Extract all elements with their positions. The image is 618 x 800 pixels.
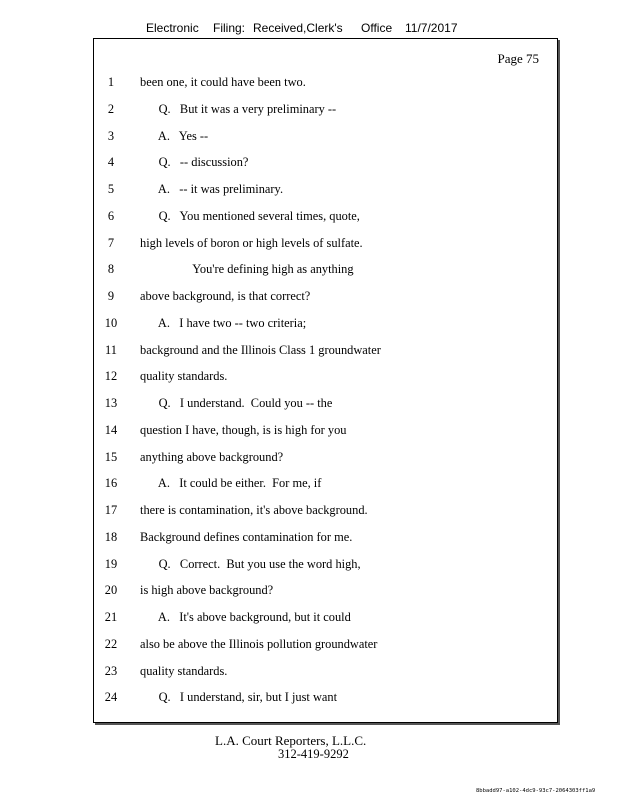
transcript-page: [93, 38, 558, 723]
line-text: A. It could be either. For me, if: [140, 476, 322, 491]
line-number: 9: [107, 289, 115, 303]
transcript-line: [94, 690, 554, 708]
footer-phone: 312-419-9292: [278, 747, 349, 761]
transcript-line: [94, 476, 554, 494]
line-number: 11: [105, 342, 117, 357]
transcript-line: [94, 369, 554, 387]
line-text: Q. -- discussion?: [140, 155, 249, 170]
header-office: Office: [361, 21, 393, 35]
line-text: Q. Correct. But you use the word high,: [140, 556, 361, 571]
line-number: 1: [107, 75, 115, 89]
line-text: Q. But it was a very preliminary --: [140, 101, 337, 116]
transcript-line: [94, 182, 554, 200]
transcript-line: [94, 102, 554, 120]
transcript-line: [94, 262, 554, 280]
line-text: also be above the Illinois pollution groundwater: [140, 636, 378, 651]
transcript-line: [94, 289, 554, 307]
line-number: 7: [107, 235, 115, 250]
line-number: 14: [104, 422, 118, 437]
line-text: high levels of boron or high levels of sulfate.: [140, 235, 363, 250]
header-filing: Filing:: [213, 21, 246, 35]
line-number: 19: [104, 556, 118, 571]
line-number: 2: [107, 101, 115, 116]
transcript-line: [94, 75, 554, 93]
header-electronic: Electronic: [146, 21, 199, 35]
transcript-line: [94, 664, 554, 682]
line-text: A. I have two -- two criteria;: [140, 315, 307, 330]
transcript-line: [94, 583, 554, 601]
line-text: Q. You mentioned several times, quote,: [140, 208, 360, 223]
line-number: 24: [104, 690, 118, 705]
line-text: Q. I understand. Could you -- the: [140, 396, 333, 410]
line-text: is high above background?: [140, 583, 274, 598]
line-number: 18: [104, 529, 118, 544]
transcript-line: [94, 343, 554, 361]
line-number: 23: [104, 663, 118, 678]
line-text: A. Yes --: [140, 128, 209, 143]
transcript-line: [94, 236, 554, 254]
header-received: Received,Clerk's: [253, 21, 343, 35]
line-number: 3: [107, 128, 115, 143]
header-date: 11/7/2017: [405, 21, 458, 35]
line-text: above background, is that correct?: [140, 289, 311, 303]
line-number: 10: [104, 315, 118, 330]
line-text: quality standards.: [140, 369, 228, 384]
transcript-line: [94, 557, 554, 575]
line-number: 4: [107, 155, 115, 170]
filing-header: [0, 21, 618, 37]
line-text: background and the Illinois Class 1 groundwater: [140, 342, 381, 357]
line-number: 22: [104, 636, 118, 651]
line-number: 15: [104, 449, 118, 464]
line-text: anything above background?: [140, 449, 284, 464]
transcript-line: [94, 316, 554, 334]
line-text: A. -- it was preliminary.: [140, 182, 284, 196]
document-id: 8bbadd97-a102-4dc9-93c7-2064303ff1a9: [476, 788, 596, 794]
line-number: 8: [107, 262, 115, 277]
line-number: 17: [104, 503, 118, 517]
line-number: 12: [104, 369, 118, 384]
line-number: 13: [104, 396, 118, 410]
transcript-line: [94, 450, 554, 468]
line-text: quality standards.: [140, 663, 228, 678]
line-number: 20: [104, 583, 118, 598]
line-text: Background defines contamination for me.: [140, 529, 353, 544]
transcript-line: [94, 503, 554, 521]
line-text: Q. I understand, sir, but I just want: [140, 690, 338, 705]
line-number: 5: [107, 182, 115, 196]
transcript-line: [94, 610, 554, 628]
line-text: there is contamination, it's above background.: [140, 503, 368, 517]
transcript-line: [94, 396, 554, 414]
footer-company: L.A. Court Reporters, L.L.C.: [215, 733, 367, 748]
page-number: Page 75: [497, 51, 539, 66]
transcript-line: [94, 423, 554, 441]
line-text: question I have, though, is is high for you: [140, 422, 347, 437]
transcript-line: [94, 209, 554, 227]
line-number: 16: [104, 476, 118, 491]
line-number: 6: [107, 208, 115, 223]
line-number: 21: [104, 610, 118, 624]
transcript-line: [94, 530, 554, 548]
line-text: A. It's above background, but it could: [140, 610, 351, 624]
transcript-line: [94, 637, 554, 655]
line-text: been one, it could have been two.: [140, 75, 306, 89]
transcript-line: [94, 155, 554, 173]
line-text: You're defining high as anything: [140, 262, 354, 277]
transcript-line: [94, 129, 554, 147]
